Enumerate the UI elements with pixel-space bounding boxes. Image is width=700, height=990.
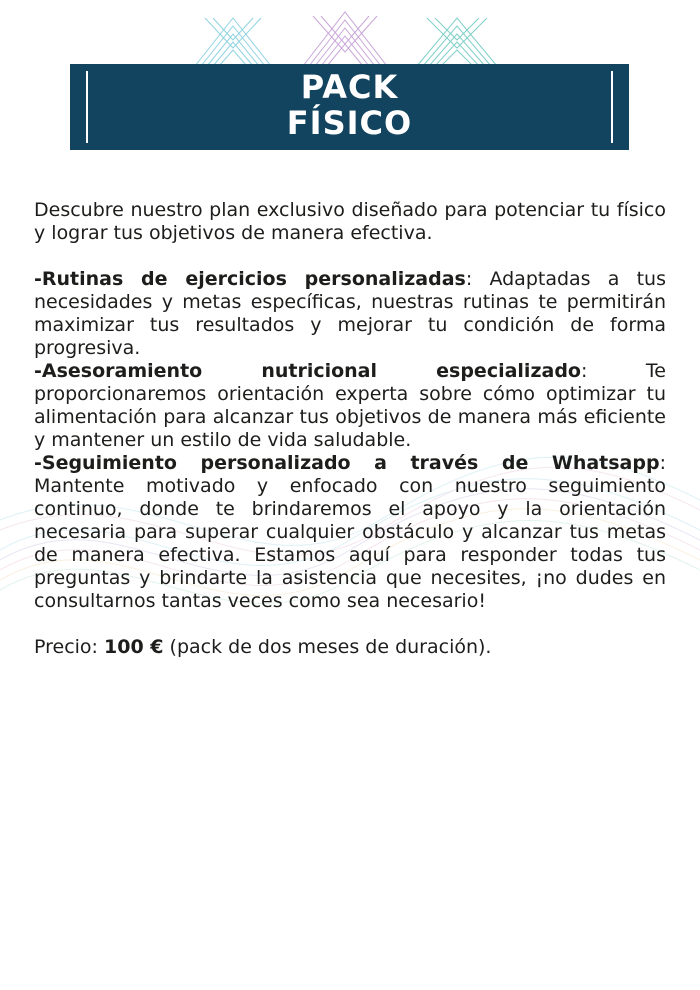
feature-nutrition (34, 360, 666, 452)
banner-right-rule (611, 71, 613, 143)
feature-title: -Asesoramiento nutricional especializado (34, 360, 581, 382)
feature-title: -Seguimiento personalizado a través de Whatsapp (34, 452, 660, 474)
title-line-1: PACK (300, 68, 399, 106)
intro-paragraph: Descubre nuestro plan exclusivo diseñado para potenciar tu físico y lograr tus objetivos de manera efectiva. (34, 199, 666, 244)
feature-whatsapp-followup (34, 452, 666, 613)
price-line (34, 636, 666, 659)
page-title (70, 69, 629, 141)
feature-routines (34, 268, 666, 360)
feature-text: : Adaptadas a tus necesidades y metas específicas, nuestras rutinas te permitirán maximizar tus resultados y mejorar tu condición de forma progresiva. (34, 268, 666, 359)
price-note: (pack de dos meses de duración). (163, 636, 492, 658)
feature-title: -Rutinas de ejercicios personalizadas (34, 268, 466, 290)
title-line-2: FÍSICO (286, 104, 413, 142)
price-amount: 100 € (104, 636, 164, 658)
feature-text: : Te proporcionaremos orientación experta sobre cómo optimizar tu alimentación para alcanzar tus objetivos de manera más eficiente y mantener un estilo de vida saludable. (34, 360, 666, 451)
title-banner (70, 64, 629, 150)
feature-text: : Mantente motivado y enfocado con nuestro seguimiento continuo, donde te brindaremos el apoyo y la orientación necesaria para superar cualquier obstáculo y alcanzar tus metas de manera efectiva. Estamos aquí para responder todas tus preguntas y brindarte la asistencia que necesites, ¡no dudes en consultarnos tantas veces como sea necesario! (34, 452, 666, 612)
pack-description (34, 199, 666, 659)
price-label: Precio: (34, 636, 104, 658)
decorative-ornament (185, 8, 505, 68)
